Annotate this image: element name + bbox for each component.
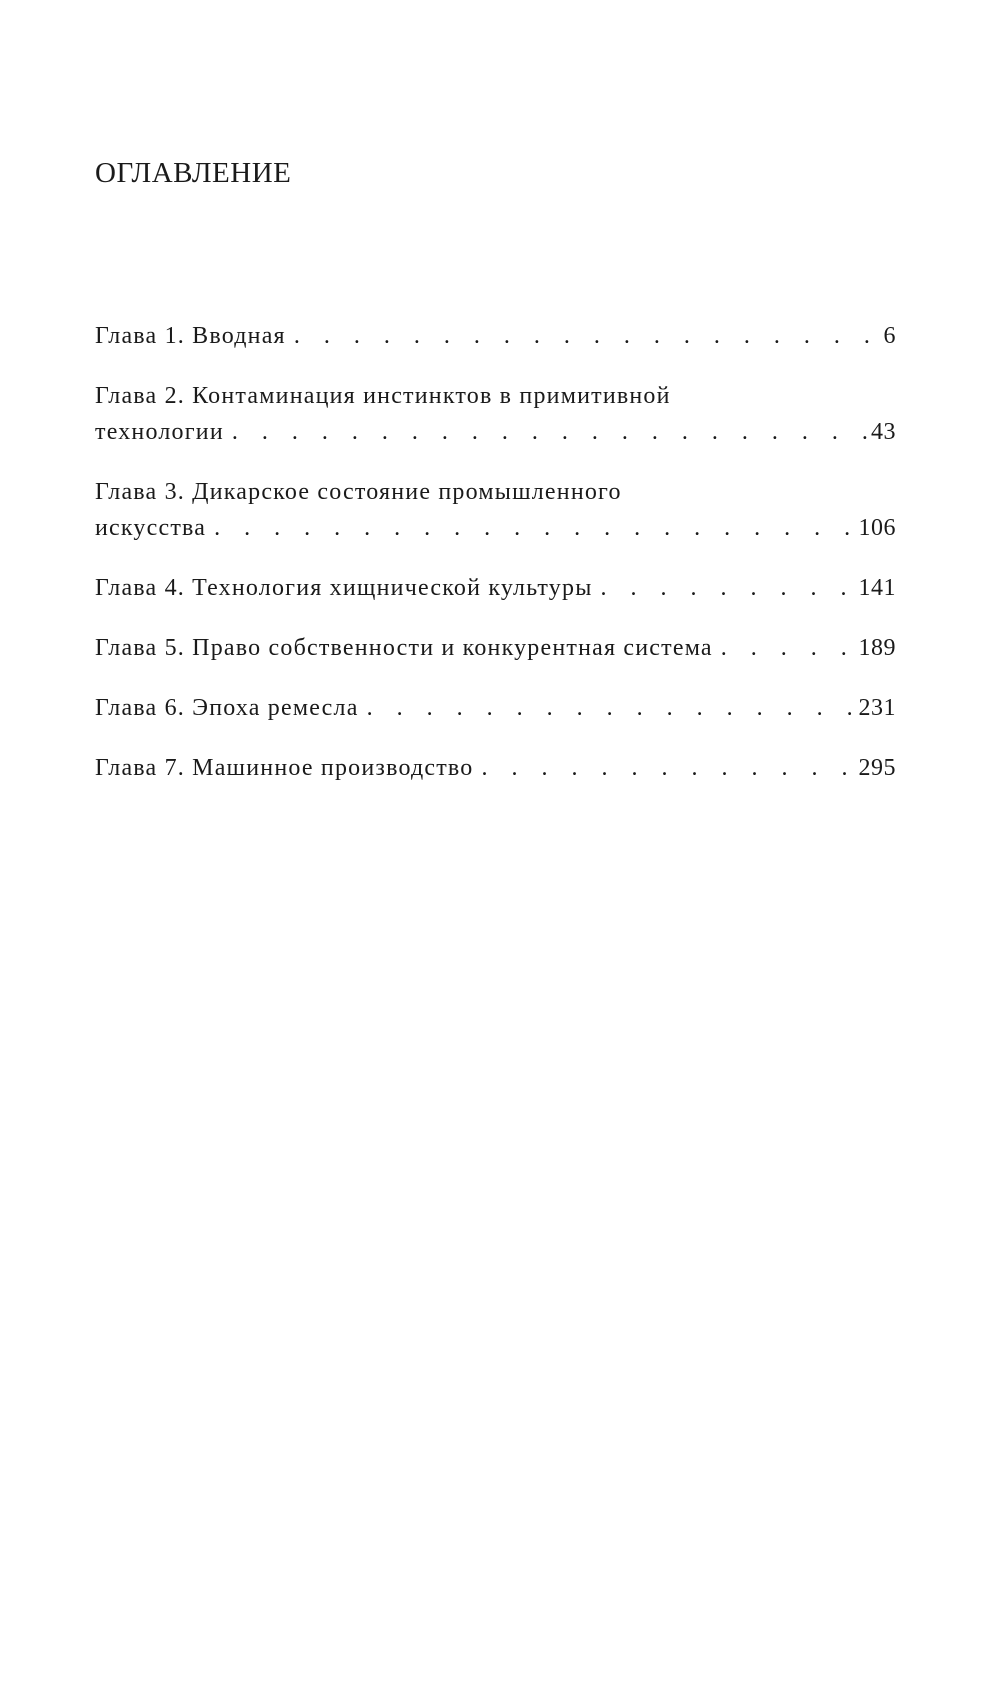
toc-entry-chapter-2 (95, 378, 896, 450)
toc-entry-chapter-3 (95, 474, 896, 546)
dot-leader (359, 690, 859, 726)
page-number: 141 (858, 575, 896, 601)
toc-entry-line (95, 690, 896, 726)
toc-entry-chapter-7 (95, 750, 896, 786)
chapter-title-line-2: искусства (95, 515, 207, 541)
chapter-title: Глава 5. Право собственности и конкурентная система (95, 635, 713, 661)
chapter-title: Глава 7. Машинное производство (95, 755, 474, 781)
page-number: 43 (871, 419, 896, 445)
toc-entry-chapter-6 (95, 690, 896, 726)
page-number: 231 (858, 695, 896, 721)
chapter-title: Глава 1. Вводная (95, 323, 286, 349)
dot-leader (593, 570, 859, 606)
toc-entry-chapter-1 (95, 318, 896, 354)
chapter-title-line-2: технологии (95, 419, 224, 445)
toc-entry-line (95, 510, 896, 546)
toc-heading: ОГЛАВЛЕНИЕ (95, 157, 292, 189)
toc-entry-chapter-4 (95, 570, 896, 606)
page-number: 6 (883, 323, 896, 349)
toc-entry-line (95, 318, 896, 354)
chapter-title: Глава 4. Технология хищнической культуры (95, 575, 593, 601)
table-of-contents (95, 318, 896, 810)
chapter-title-line-1: Глава 2. Контаминация инстинктов в примитивной (95, 383, 671, 409)
page-number: 106 (858, 515, 896, 541)
toc-entry-line (95, 570, 896, 606)
toc-entry-line (95, 414, 896, 450)
page-number: 189 (858, 635, 896, 661)
dot-leader (286, 318, 884, 354)
chapter-title: Глава 6. Эпоха ремесла (95, 695, 359, 721)
dot-leader (224, 414, 871, 450)
chapter-title-line-1: Глава 3. Дикарское состояние промышленного (95, 479, 622, 505)
toc-entry-line (95, 750, 896, 786)
dot-leader (473, 750, 858, 786)
dot-leader (206, 510, 858, 546)
dot-leader (713, 630, 859, 666)
toc-entry-line (95, 630, 896, 666)
page-number: 295 (858, 755, 896, 781)
toc-entry-chapter-5 (95, 630, 896, 666)
